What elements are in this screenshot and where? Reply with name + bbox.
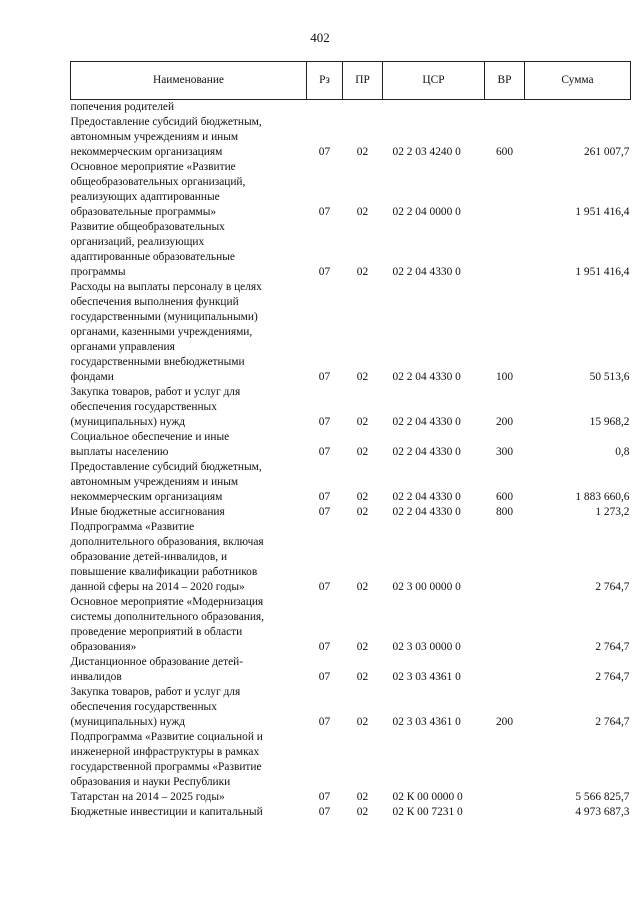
- row-name-line: попечения родителей: [70, 101, 175, 113]
- row-name: [71, 505, 307, 520]
- row-rz: 07: [318, 206, 331, 218]
- row-rz: 07: [318, 716, 331, 728]
- row-csr: 02 2 04 0000 0: [392, 206, 461, 218]
- row-name-line: Дистанционное образование детей-: [70, 656, 244, 668]
- row-name: [71, 685, 307, 730]
- row-name: [71, 385, 307, 430]
- row-name-line: Предоставление субсидий бюджетным,: [70, 461, 262, 473]
- row-rz: 07: [318, 266, 331, 278]
- row-name-line: Социальное обеспечение и иные: [70, 431, 230, 443]
- table-row: [71, 100, 631, 116]
- row-sum: 1 951 416,4: [575, 266, 630, 278]
- header-name: Наименование: [71, 62, 307, 100]
- row-pr: 02: [356, 371, 369, 383]
- row-rz: 07: [318, 491, 331, 503]
- row-sum: 2 764,7: [595, 716, 630, 728]
- row-vr: 600: [495, 146, 514, 158]
- row-pr: 02: [356, 641, 369, 653]
- row-sum: 4 973 687,3: [575, 806, 630, 818]
- row-name-line: Подпрограмма «Развитие: [70, 521, 195, 533]
- header-csr: ЦСР: [383, 62, 485, 100]
- row-sum: 2 764,7: [595, 671, 630, 683]
- row-csr: 02 3 03 4361 0: [392, 716, 461, 728]
- row-vr: 100: [495, 371, 514, 383]
- row-name-line: обеспечения государственных: [70, 701, 217, 713]
- row-vr: 200: [495, 416, 514, 428]
- page-number: 402: [310, 30, 330, 45]
- row-vr: [485, 100, 525, 116]
- row-name-line: инвалидов: [70, 671, 122, 683]
- table-row: [71, 520, 631, 595]
- row-name-line: некоммерческим организациям: [70, 146, 223, 158]
- row-sum: [525, 100, 631, 116]
- row-rz: 07: [318, 806, 331, 818]
- row-name: [71, 655, 307, 685]
- row-name: [71, 115, 307, 160]
- table-row: [71, 385, 631, 430]
- table-row: [71, 730, 631, 805]
- row-sum: 1 273,2: [595, 506, 630, 518]
- row-name-line: реализующих адаптированные: [70, 191, 220, 203]
- row-sum: 2 764,7: [595, 581, 630, 593]
- row-rz: 07: [318, 146, 331, 158]
- row-name-line: Расходы на выплаты персоналу в целях: [70, 281, 262, 293]
- row-name-line: образовательные программы»: [70, 206, 217, 218]
- row-vr: 200: [495, 716, 514, 728]
- row-pr: 02: [356, 146, 369, 158]
- row-name-line: органами, казенными учреждениями,: [70, 326, 253, 338]
- row-sum: 15 968,2: [589, 416, 630, 428]
- row-name-line: Татарстан на 2014 – 2025 годы»: [70, 791, 225, 803]
- row-sum: 50 513,6: [589, 371, 630, 383]
- row-name-line: проведение мероприятий в области: [70, 626, 243, 638]
- row-name: [71, 100, 307, 116]
- row-vr: [485, 220, 525, 280]
- row-pr: [343, 100, 383, 116]
- row-name-line: обеспечения выполнения функций: [70, 296, 239, 308]
- row-name: [71, 460, 307, 505]
- row-csr: 02 2 04 4330 0: [392, 491, 461, 503]
- table-row: [71, 505, 631, 520]
- row-name: [71, 280, 307, 385]
- row-name: [71, 430, 307, 460]
- row-name: [71, 160, 307, 220]
- header-rz: Рз: [307, 62, 343, 100]
- row-pr: 02: [356, 581, 369, 593]
- row-name-line: Иные бюджетные ассигнования: [70, 506, 225, 518]
- row-rz: 07: [318, 671, 331, 683]
- row-vr: [485, 655, 525, 685]
- row-name-line: государственными внебюджетными: [70, 356, 245, 368]
- row-name: [71, 730, 307, 805]
- table-row: [71, 595, 631, 655]
- row-pr: 02: [356, 491, 369, 503]
- row-csr: 02 2 03 4240 0: [392, 146, 461, 158]
- row-csr: 02 2 04 4330 0: [392, 506, 461, 518]
- table-row: [71, 685, 631, 730]
- row-name-line: программы: [70, 266, 126, 278]
- row-rz: [307, 100, 343, 116]
- row-pr: 02: [356, 806, 369, 818]
- row-sum: 0,8: [615, 446, 630, 458]
- row-csr: 02 2 04 4330 0: [392, 416, 461, 428]
- header-vr: ВР: [485, 62, 525, 100]
- row-csr: [383, 100, 485, 116]
- row-csr: 02 2 04 4330 0: [392, 371, 461, 383]
- row-name-line: Развитие общеобразовательных: [70, 221, 225, 233]
- table-row: [71, 220, 631, 280]
- row-name-line: Закупка товаров, работ и услуг для: [70, 386, 241, 398]
- row-pr: 02: [356, 671, 369, 683]
- row-name-line: образование детей-инвалидов, и: [70, 551, 228, 563]
- row-name-line: общеобразовательных организаций,: [70, 176, 246, 188]
- row-name-line: автономным учреждениям и иным: [70, 476, 239, 488]
- row-name-line: некоммерческим организациям: [70, 491, 223, 503]
- header-sum: Сумма: [525, 62, 631, 100]
- row-name-line: адаптированные образовательные: [70, 251, 235, 263]
- row-csr: 02 3 03 4361 0: [392, 671, 461, 683]
- row-vr: 300: [495, 446, 514, 458]
- row-sum: 261 007,7: [583, 146, 630, 158]
- row-name-line: органами управления: [70, 341, 175, 353]
- table-row: [71, 430, 631, 460]
- row-csr: 02 3 03 0000 0: [392, 641, 461, 653]
- row-name: [71, 220, 307, 280]
- row-rz: 07: [318, 791, 331, 803]
- row-sum: 5 566 825,7: [575, 791, 630, 803]
- row-pr: 02: [356, 791, 369, 803]
- header-pr: ПР: [343, 62, 383, 100]
- row-name: [71, 805, 307, 820]
- row-vr: 800: [495, 506, 514, 518]
- row-name-line: фондами: [70, 371, 114, 383]
- table-header: [71, 62, 631, 100]
- row-vr: [485, 160, 525, 220]
- row-rz: 07: [318, 416, 331, 428]
- row-name-line: Бюджетные инвестиции и капитальный: [70, 806, 263, 818]
- row-vr: [485, 595, 525, 655]
- row-csr: 02 К 00 7231 0: [392, 806, 463, 818]
- row-vr: [485, 805, 525, 820]
- row-name-line: государственной программы «Развитие: [70, 761, 262, 773]
- row-name-line: инженерной инфраструктуры в рамках: [70, 746, 260, 758]
- row-name-line: выплаты населению: [70, 446, 169, 458]
- row-name: [71, 520, 307, 595]
- row-name-line: (муниципальных) нужд: [70, 716, 186, 728]
- row-name-line: данной сферы на 2014 – 2020 годы»: [70, 581, 245, 593]
- row-csr: 02 2 04 4330 0: [392, 266, 461, 278]
- row-rz: 07: [318, 581, 331, 593]
- row-sum: 2 764,7: [595, 641, 630, 653]
- row-pr: 02: [356, 716, 369, 728]
- row-pr: 02: [356, 446, 369, 458]
- row-pr: 02: [356, 206, 369, 218]
- row-vr: 600: [495, 491, 514, 503]
- row-name-line: дополнительного образования, включая: [70, 536, 264, 548]
- row-rz: 07: [318, 446, 331, 458]
- row-vr: [485, 730, 525, 805]
- row-vr: [485, 520, 525, 595]
- table-row: [71, 280, 631, 385]
- row-name-line: Основное мероприятие «Модернизация: [70, 596, 264, 608]
- row-name-line: системы дополнительного образования,: [70, 611, 265, 623]
- row-name-line: повышение квалификации работников: [70, 566, 258, 578]
- row-name-line: образования»: [70, 641, 137, 653]
- table-row: [71, 160, 631, 220]
- row-name-line: государственными (муниципальными): [70, 311, 258, 323]
- table-row: [71, 805, 631, 820]
- row-pr: 02: [356, 266, 369, 278]
- row-pr: 02: [356, 506, 369, 518]
- budget-table: [70, 61, 631, 820]
- row-name-line: Закупка товаров, работ и услуг для: [70, 686, 241, 698]
- row-rz: 07: [318, 371, 331, 383]
- table-body: [71, 100, 631, 821]
- row-rz: 07: [318, 641, 331, 653]
- row-rz: 07: [318, 506, 331, 518]
- row-pr: 02: [356, 416, 369, 428]
- row-name-line: организаций, реализующих: [70, 236, 205, 248]
- row-name-line: (муниципальных) нужд: [70, 416, 186, 428]
- table-row: [71, 460, 631, 505]
- row-name: [71, 595, 307, 655]
- row-csr: 02 2 04 4330 0: [392, 446, 461, 458]
- row-csr: 02 3 00 0000 0: [392, 581, 461, 593]
- row-name-line: Основное мероприятие «Развитие: [70, 161, 236, 173]
- table-row: [71, 655, 631, 685]
- row-name-line: Предоставление субсидий бюджетным,: [70, 116, 262, 128]
- row-sum: 1 883 660,6: [575, 491, 630, 503]
- row-name-line: Подпрограмма «Развитие социальной и: [70, 731, 263, 743]
- row-name-line: автономным учреждениям и иным: [70, 131, 239, 143]
- row-name-line: обеспечения государственных: [70, 401, 217, 413]
- row-sum: 1 951 416,4: [575, 206, 630, 218]
- row-name-line: образования и науки Республики: [70, 776, 231, 788]
- table-row: [71, 115, 631, 160]
- row-csr: 02 К 00 0000 0: [392, 791, 463, 803]
